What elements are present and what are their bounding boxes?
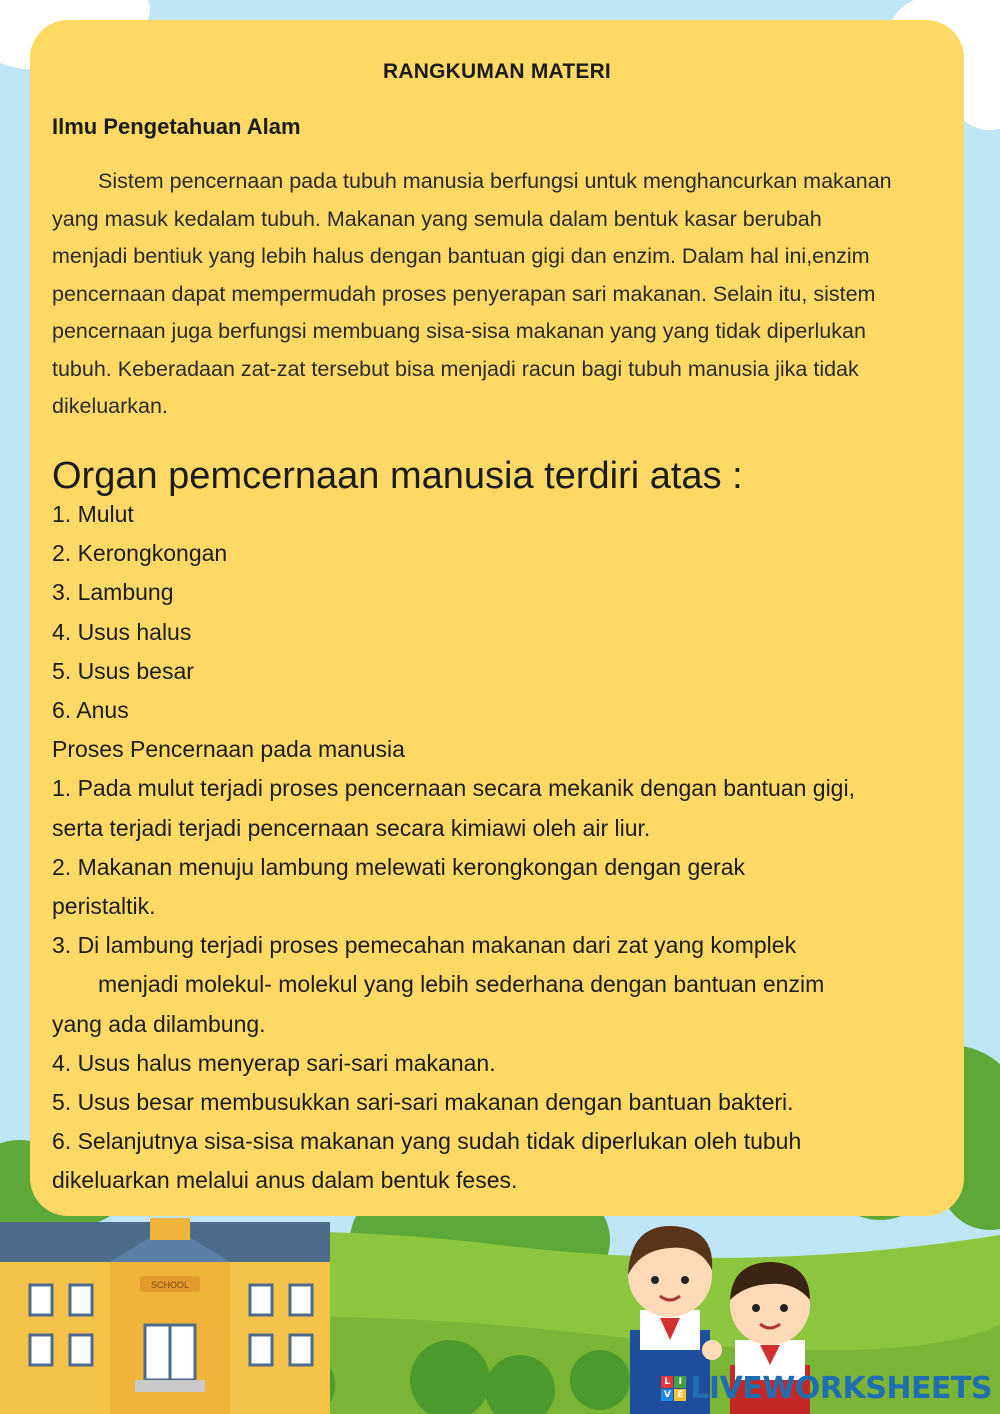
organ-heading: Organ pemcernaan manusia terdiri atas : bbox=[52, 455, 743, 497]
process-line: serta terjadi terjadi pencernaan secara kimiawi oleh air liur. bbox=[52, 814, 651, 841]
paragraph-line: pencernaan dapat mempermudah proses penyerapan sari makanan. Selain itu, sistem bbox=[52, 281, 876, 306]
organ-and-process-list bbox=[52, 495, 952, 1201]
organ-item: 5. Usus besar bbox=[52, 657, 194, 684]
intro-paragraph bbox=[52, 163, 960, 426]
watermark-text: LIVEWORKSHEETS bbox=[690, 1371, 992, 1406]
school-building bbox=[0, 1218, 330, 1414]
paragraph-line: tubuh. Keberadaan zat-zat tersebut bisa menjadi racun bagi tubuh manusia jika tidak bbox=[52, 356, 859, 381]
process-line: 2. Makanan menuju lambung melewati kerongkongan dengan gerak bbox=[52, 853, 746, 880]
content-card bbox=[30, 20, 964, 1216]
subject-heading: Ilmu Pengetahuan Alam bbox=[52, 114, 301, 139]
paragraph-line: pencernaan juga berfungsi membuang sisa-sisa makanan yang yang tidak diperlukan bbox=[52, 319, 866, 343]
process-heading: Proses Pencernaan pada manusia bbox=[52, 736, 405, 763]
process-line: menjadi molekul- molekul yang lebih sederhana dengan bantuan enzim bbox=[98, 971, 825, 998]
process-line: yang ada dilambung. bbox=[52, 1010, 266, 1037]
paragraph-line: Sistem pencernaan pada tubuh manusia berfungsi untuk menghancurkan makanan bbox=[98, 169, 892, 193]
process-line: 1. Pada mulut terjadi proses pencernaan secara mekanik dengan bantuan gigi, bbox=[52, 775, 855, 802]
organ-item: 6. Anus bbox=[52, 697, 129, 724]
liveworksheets-logo-icon: L I V E bbox=[661, 1376, 686, 1401]
paragraph-line: menjadi bentiuk yang lebih halus dengan bantuan gigi dan enzim. Dalam hal ini,enzim bbox=[52, 244, 870, 268]
process-line: dikeluarkan melalui anus dalam bentuk feses. bbox=[52, 1167, 518, 1194]
process-line: 6. Selanjutnya sisa-sisa makanan yang sudah tidak diperlukan oleh tubuh bbox=[52, 1128, 802, 1155]
liveworksheets-watermark[interactable] bbox=[661, 1371, 992, 1406]
page-title: RANGKUMAN MATERI bbox=[383, 60, 611, 83]
organ-item: 1. Mulut bbox=[52, 501, 134, 527]
organ-item: 3. Lambung bbox=[52, 579, 174, 606]
process-line: peristaltik. bbox=[52, 893, 156, 920]
process-line: 5. Usus besar membusukkan sari-sari makanan dengan bantuan bakteri. bbox=[52, 1089, 794, 1116]
paragraph-line: yang masuk kedalam tubuh. Makanan yang semula dalam bentuk kasar berubah bbox=[52, 206, 822, 231]
process-line: 3. Di lambung terjadi proses pemecahan makanan dari zat yang komplek bbox=[52, 932, 797, 959]
process-line: 4. Usus halus menyerap sari-sari makanan. bbox=[52, 1049, 496, 1076]
school-sign: SCHOOL bbox=[150, 1280, 190, 1290]
paragraph-line: dikeluarkan. bbox=[52, 394, 168, 418]
organ-item: 4. Usus halus bbox=[52, 618, 192, 645]
organ-item: 2. Kerongkongan bbox=[52, 540, 228, 567]
